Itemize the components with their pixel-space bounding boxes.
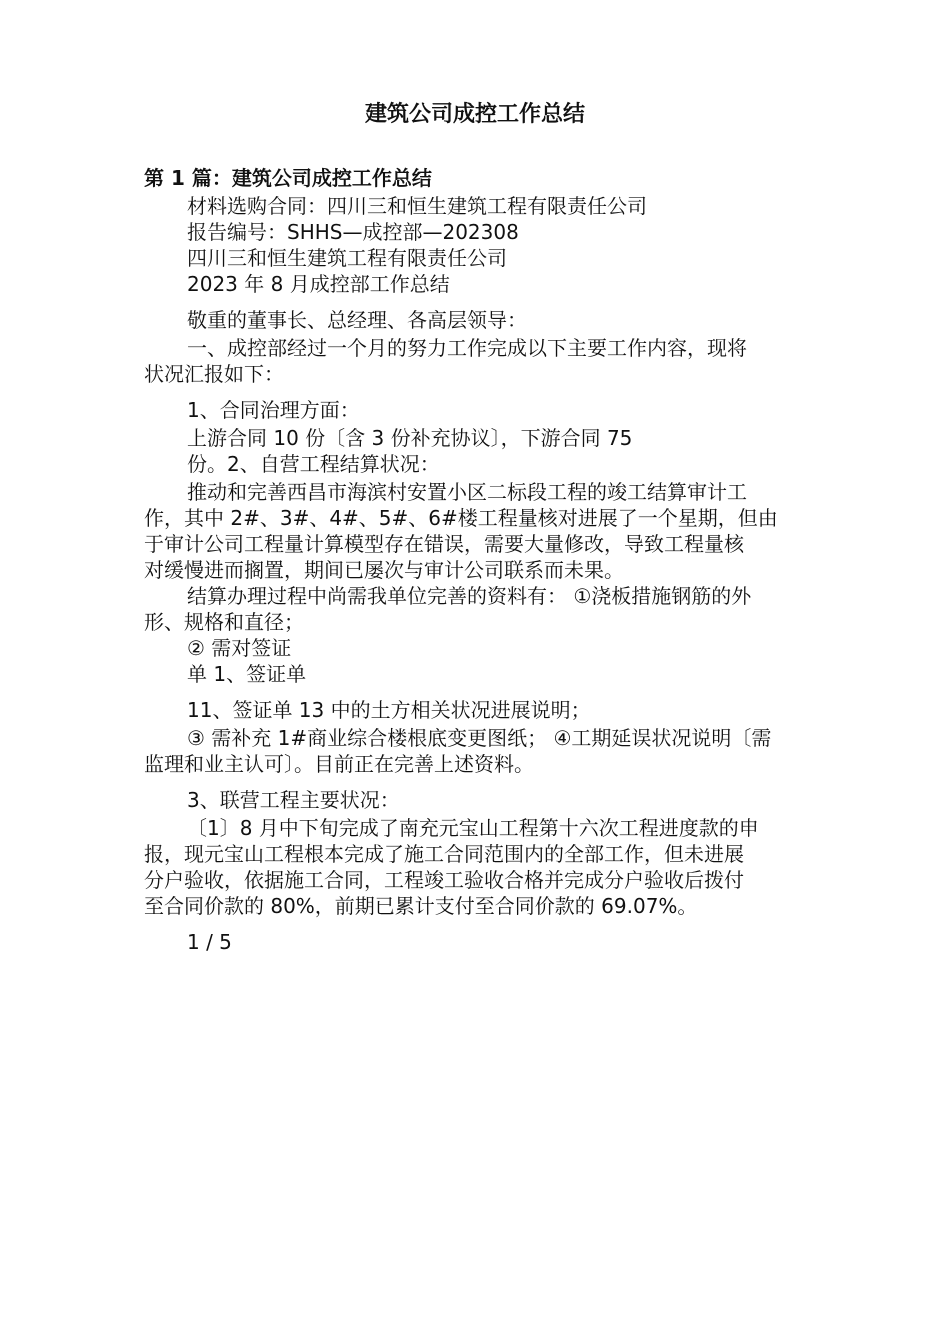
report-period-line: 2023 年 8 月成控部工作总结 [187,272,450,296]
paragraph-line: 11、签证单 13 中的土方相关状况进展说明； [187,698,591,722]
paragraph-line: 一、成控部经过一个月的努力工作完成以下主要工作内容，现将 [187,336,747,360]
paragraph-line: 监理和业主认可〕。目前正在完善上述资料。 [144,752,534,776]
paragraph-line: 3、联营工程主要状况： [187,788,400,812]
paragraph-line: 作，其中 2#、3#、4#、5#、6#楼工程量核对进展了一个星期，但由 [144,506,778,530]
salutation-line: 敬重的董事长、总经理、各高层领导： [187,308,527,332]
paragraph-line: ② 需对签证 [187,636,292,660]
page-number: 1 / 5 [187,930,232,954]
paragraph-line: 〔1〕8 月中下旬完成了南充元宝山工程第十六次工程进度款的申 [187,816,759,840]
paragraph-line: 状况汇报如下： [144,362,284,386]
paragraph-line: 结算办理过程中尚需我单位完善的资料有： ①浇板措施钢筋的外 [187,584,752,608]
contract-line: 材料选购合同：四川三和恒生建筑工程有限责任公司 [187,194,647,218]
paragraph-line: 于审计公司工程量计算模型存在错误，需要大量修改，导致工程量核 [144,532,744,556]
paragraph-line: ③ 需补充 1#商业综合楼根底变更图纸； ④工期延误状况说明〔需 [187,726,772,750]
paragraph-line: 分户验收，依据施工合同，工程竣工验收合格并完成分户验收后拨付 [144,868,744,892]
paragraph-line: 单 1、签证单 [187,662,307,686]
paragraph-line: 上游合同 10 份〔含 3 份补充协议〕，下游合同 75 [187,426,633,450]
paragraph-line: 对缓慢进而搁置，期间已屡次与审计公司联系而未果。 [144,558,624,582]
company-line: 四川三和恒生建筑工程有限责任公司 [187,246,507,270]
paragraph-line: 1、合同治理方面： [187,398,360,422]
paragraph-line: 推动和完善西昌市海滨村安置小区二标段工程的竣工结算审计工 [187,480,747,504]
paragraph-line: 份。2、自营工程结算状况： [187,452,440,476]
paragraph-line: 报，现元宝山工程根本完成了施工合同范围内的全部工作，但未进展 [144,842,744,866]
report-number-line: 报告编号：SHHS—成控部—202308 [187,220,519,244]
paragraph-line: 形、规格和直径； [144,610,304,634]
paragraph-line: 至合同价款的 80%，前期已累计支付至合同价款的 69.07%。 [144,894,698,918]
document-title: 建筑公司成控工作总结 [364,102,585,127]
section-heading: 第 1 篇：建筑公司成控工作总结 [144,166,432,190]
